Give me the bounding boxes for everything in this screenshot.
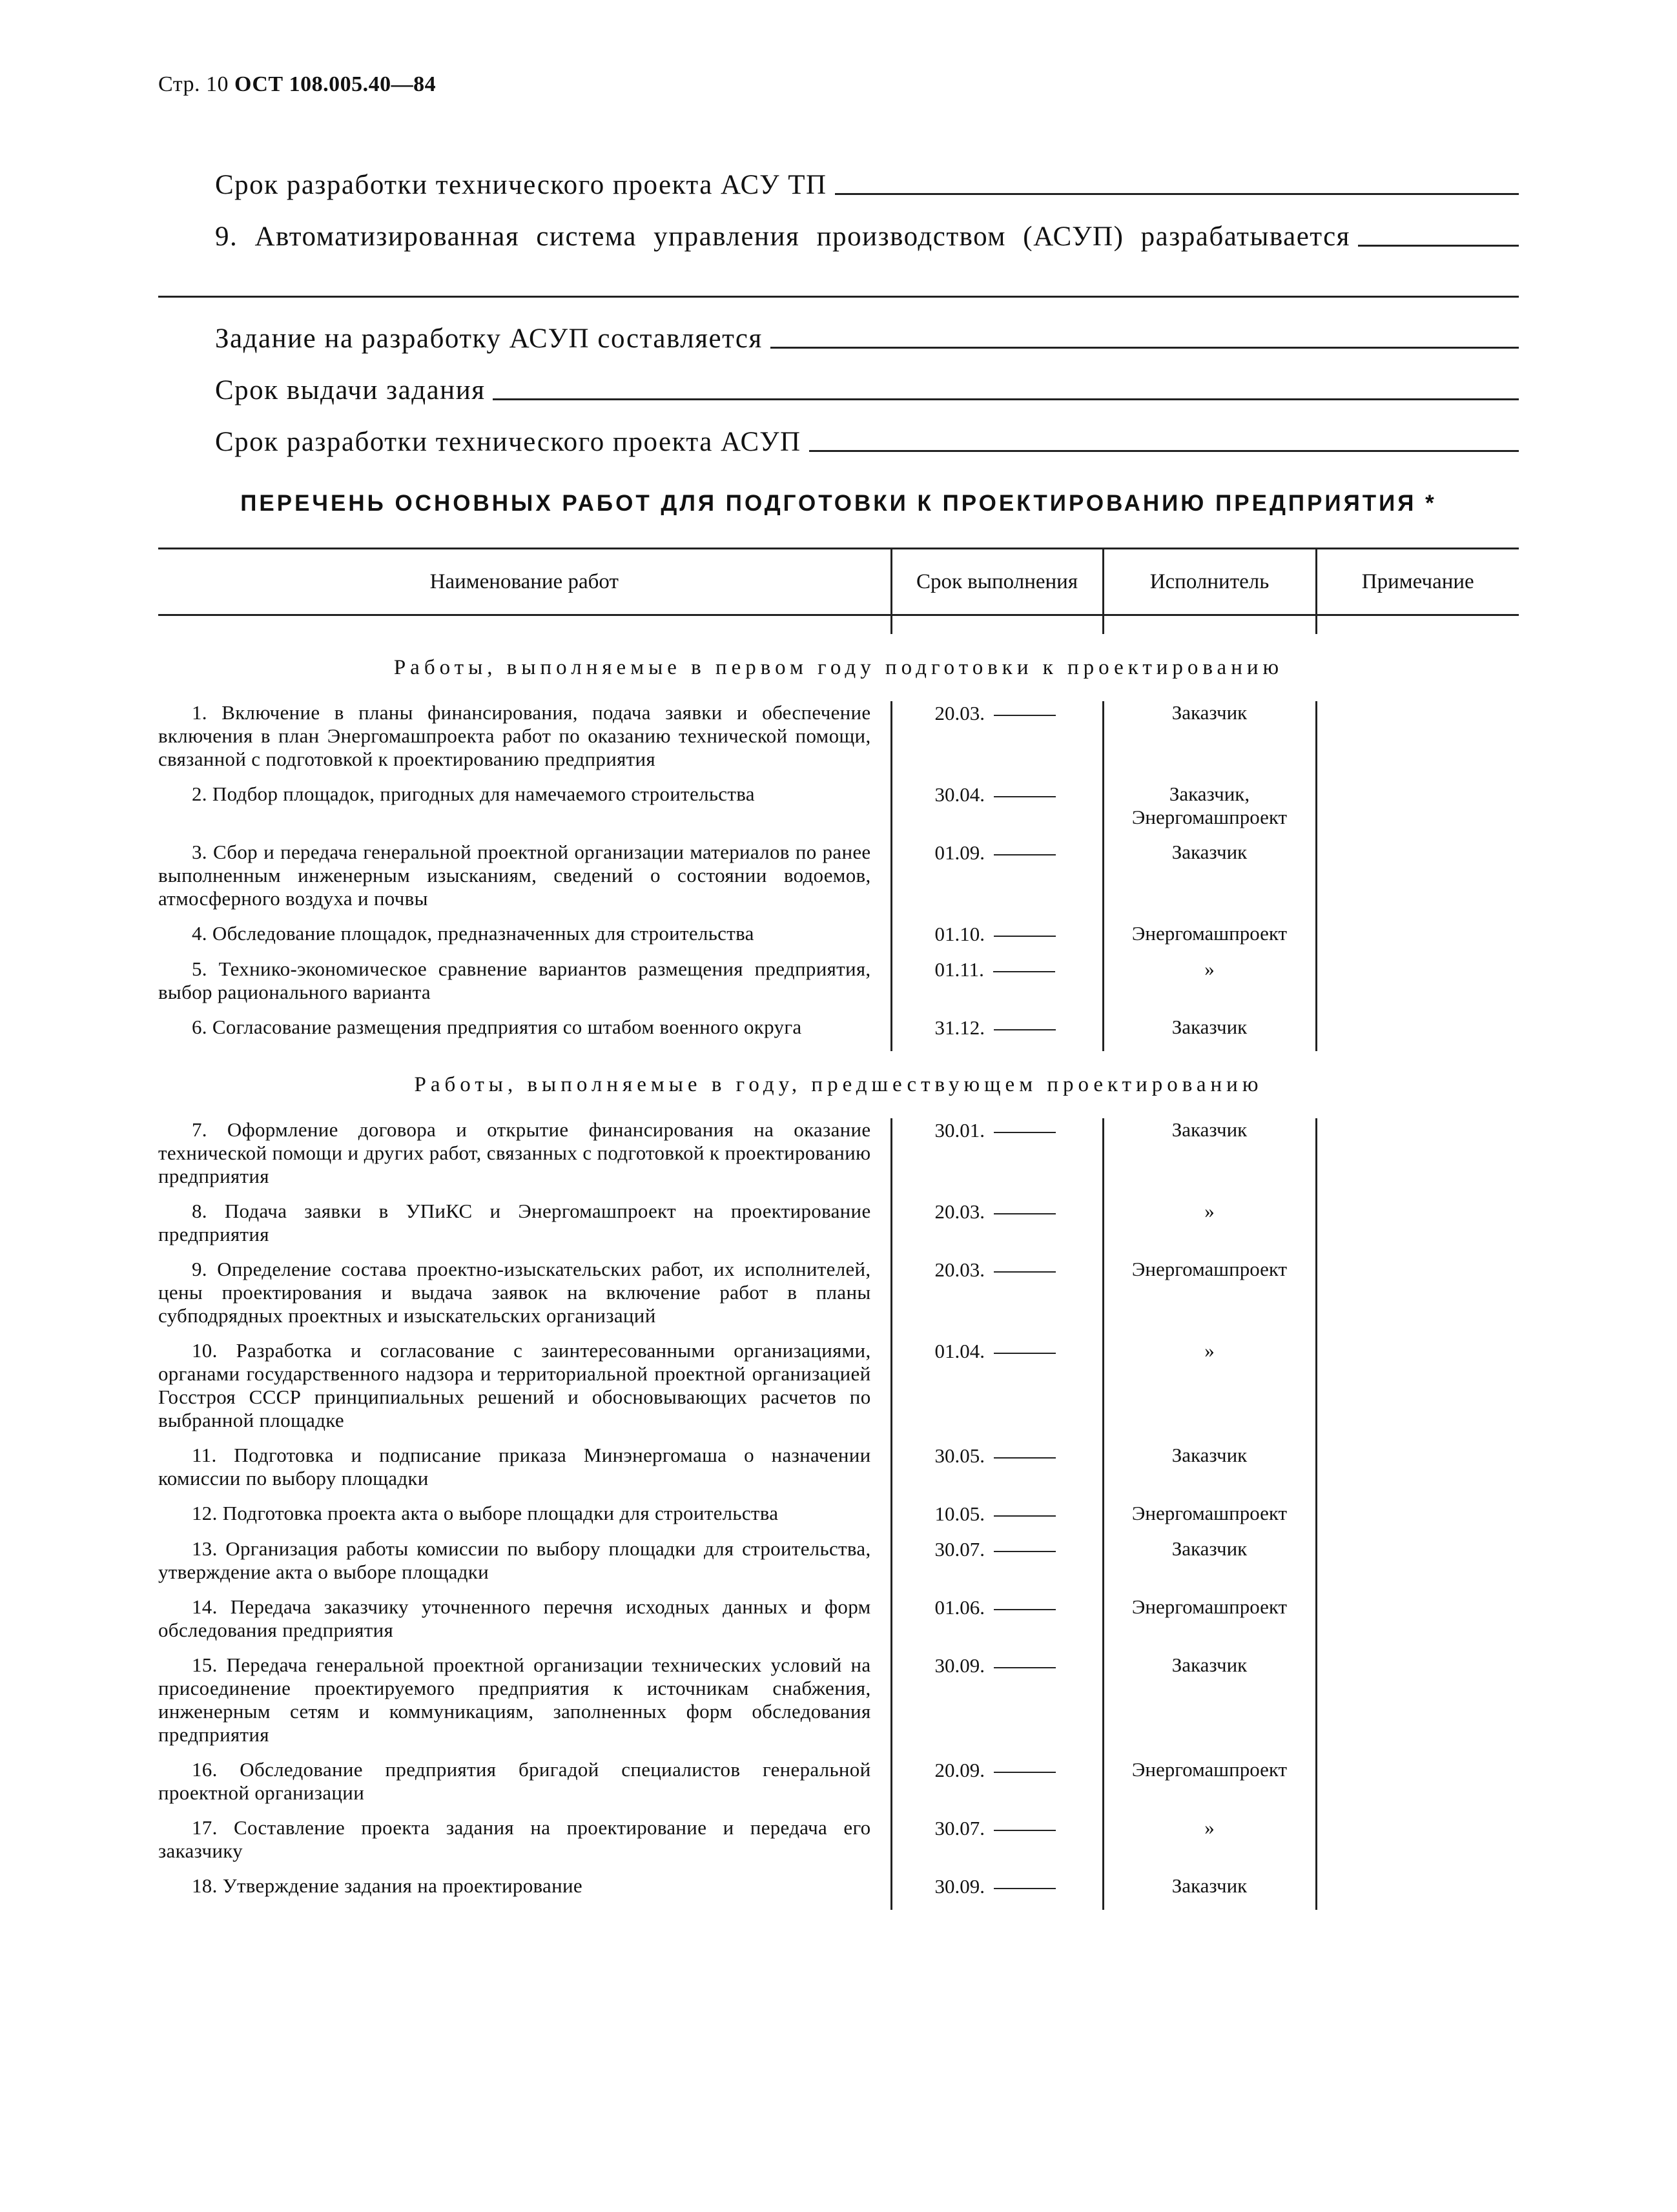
form-line-asup-task	[215, 323, 1519, 354]
year-blank-line	[994, 936, 1056, 937]
work-executor: Заказчик	[1103, 1654, 1316, 1758]
work-executor: Заказчик, Энергомашпроект	[1103, 783, 1316, 841]
work-executor: Заказчик	[1103, 1118, 1316, 1200]
table-row	[158, 1339, 1519, 1444]
work-note	[1316, 1758, 1519, 1816]
work-name: 9. Определение состава проектно-изыскательских работ, их исполнителей, цены проектирования и выдача заявок на включение работ в планы субподрядных проектных и изыскательских организаций	[158, 1258, 871, 1327]
year-blank-line	[994, 1551, 1056, 1552]
work-name: 1. Включение в планы финансирования, подача заявки и обеспечение включения в план Энергомашпроекта работ по оказанию технической помощи, связанной с подготовкой к проектированию предприятия	[158, 701, 871, 770]
work-term: 30.09.	[934, 1654, 985, 1677]
table-row	[158, 1595, 1519, 1654]
table-row	[158, 922, 1519, 958]
year-blank-line	[994, 796, 1056, 797]
section-heading: Работы, выполняемые в году, предшествующем проектированию	[414, 1072, 1263, 1096]
blank-line	[835, 193, 1519, 195]
table-body	[158, 615, 1519, 1910]
work-name: 10. Разработка и согласование с заинтересованными организациями, органами государственного надзора и территориальной проектной организацией Госстроя СССР принципиальных решений и обосновывающих расчетов по выбранной площадке	[158, 1339, 871, 1431]
work-executor: Энергомашпроект	[1103, 1502, 1316, 1537]
year-blank-line	[994, 1457, 1056, 1459]
work-note	[1316, 1595, 1519, 1654]
work-note	[1316, 841, 1519, 922]
table-row	[158, 1258, 1519, 1339]
form-line-asu-tp-term	[215, 169, 1519, 201]
work-term-cell	[891, 1339, 1103, 1444]
work-note	[1316, 1444, 1519, 1502]
header-executor: Исполнитель	[1103, 549, 1316, 615]
table-row	[158, 1816, 1519, 1874]
work-term: 20.03.	[934, 1258, 985, 1281]
section-heading-row	[158, 1051, 1519, 1118]
work-name: 16. Обследование предприятия бригадой специалистов генеральной проектной организации	[158, 1758, 871, 1804]
work-term: 01.09.	[934, 841, 985, 864]
table-row	[158, 1758, 1519, 1816]
work-term-cell	[891, 1258, 1103, 1339]
work-executor: Энергомашпроект	[1103, 1758, 1316, 1816]
work-executor: Энергомашпроект	[1103, 1595, 1316, 1654]
year-blank-line	[993, 971, 1055, 972]
table-row	[158, 1118, 1519, 1200]
year-blank-line	[994, 1271, 1056, 1273]
blank-line-full	[158, 296, 1519, 298]
header-note: Примечание	[1316, 549, 1519, 615]
work-executor: Заказчик	[1103, 1874, 1316, 1910]
work-term-cell	[891, 1874, 1103, 1910]
year-blank-line	[994, 1609, 1056, 1610]
blank-line	[493, 398, 1519, 400]
year-blank-line	[994, 1667, 1056, 1668]
work-term: 01.06.	[934, 1596, 985, 1619]
form-label: Задание на разработку АСУП составляется	[215, 323, 763, 354]
form-label: Срок разработки технического проекта АСУП	[215, 427, 801, 457]
table-row	[158, 701, 1519, 783]
form-line-task-issue	[215, 374, 1519, 406]
table-row	[158, 1654, 1519, 1758]
work-term-cell	[891, 1595, 1103, 1654]
work-term: 01.11.	[934, 958, 984, 981]
page-header	[158, 72, 436, 97]
header-term: Срок выполнения	[891, 549, 1103, 615]
work-executor: Заказчик	[1103, 1444, 1316, 1502]
blank-line	[1358, 245, 1519, 247]
work-term: 30.05.	[934, 1444, 985, 1467]
year-blank-line	[994, 715, 1056, 716]
form-label: 9. Автоматизированная система управления производством (АСУП) разрабатывается	[215, 221, 1350, 252]
work-note	[1316, 922, 1519, 958]
work-term-cell	[891, 1118, 1103, 1200]
work-term: 20.03.	[934, 702, 985, 724]
work-term-cell	[891, 783, 1103, 841]
form-line-asup-term	[215, 426, 1519, 458]
document-code: ОСТ 108.005.40—84	[234, 72, 437, 96]
work-note	[1316, 958, 1519, 1016]
work-term-cell	[891, 1502, 1103, 1537]
section-heading-row	[158, 634, 1519, 701]
work-note	[1316, 701, 1519, 783]
work-name: 3. Сбор и передача генеральной проектной организации материалов по ранее выполненным инженерным изысканиям, сведений о состоянии водоемов, атмосферного воздуха и почвы	[158, 841, 871, 910]
year-blank-line	[994, 854, 1056, 855]
work-name: 6. Согласование размещения предприятия со штабом военного округа	[192, 1016, 802, 1038]
work-name: 15. Передача генеральной проектной организации технических условий на присоединение проектируемого предприятия к источникам снабжения, инженерным сетям и коммуникациям, заполненных форм обследования предприятия	[158, 1654, 871, 1746]
work-term-cell	[891, 701, 1103, 783]
work-term-cell	[891, 841, 1103, 922]
work-term: 20.09.	[934, 1759, 985, 1781]
work-name: 13. Организация работы комиссии по выбору площадки для строительства, утверждение акта о выборе площадки	[158, 1537, 871, 1583]
form-label: Срок разработки технического проекта АСУ ТП	[215, 170, 827, 200]
work-note	[1316, 1258, 1519, 1339]
work-term: 10.05.	[934, 1502, 985, 1525]
year-blank-line	[994, 1772, 1056, 1773]
year-blank-line	[994, 1515, 1056, 1517]
work-term: 30.01.	[934, 1119, 985, 1142]
work-term: 01.10.	[934, 923, 985, 945]
work-executor: Заказчик	[1103, 1016, 1316, 1051]
work-executor: »	[1103, 958, 1316, 1016]
table-row	[158, 1200, 1519, 1258]
work-term-cell	[891, 958, 1103, 1016]
work-name: 7. Оформление договора и открытие финансирования на оказание технической помощи и других работ, связанных с подготовкой к проектированию предприятия	[158, 1118, 871, 1187]
work-note	[1316, 1502, 1519, 1537]
page-number: Стр. 10	[158, 72, 229, 96]
blank-line	[809, 450, 1519, 452]
work-name: 5. Технико-экономическое сравнение вариантов размещения предприятия, выбор рационального варианта	[158, 958, 871, 1003]
form-line-asup-item	[215, 221, 1519, 252]
works-table	[158, 548, 1519, 1910]
year-blank-line	[994, 1132, 1056, 1133]
work-term-cell	[891, 1816, 1103, 1874]
table-row	[158, 1502, 1519, 1537]
work-name: 11. Подготовка и подписание приказа Минэнергомаша о назначении комиссии по выбору площадки	[158, 1444, 871, 1490]
table-row	[158, 841, 1519, 922]
work-note	[1316, 783, 1519, 841]
work-term: 30.07.	[934, 1538, 985, 1561]
work-name: 8. Подача заявки в УПиКС и Энергомашпроект на проектирование предприятия	[158, 1200, 871, 1245]
work-term-cell	[891, 1758, 1103, 1816]
work-term: 30.09.	[934, 1875, 985, 1898]
work-note	[1316, 1874, 1519, 1910]
work-name: 18. Утверждение задания на проектирование	[192, 1874, 582, 1897]
work-note	[1316, 1118, 1519, 1200]
work-term: 20.03.	[934, 1200, 985, 1223]
work-term-cell	[891, 1200, 1103, 1258]
table-row	[158, 958, 1519, 1016]
form-label: Срок выдачи задания	[215, 375, 486, 405]
work-name: 4. Обследование площадок, предназначенных для строительства	[192, 922, 754, 945]
work-note	[1316, 1537, 1519, 1595]
work-note	[1316, 1654, 1519, 1758]
work-name: 14. Передача заказчику уточненного перечня исходных данных и форм обследования предприятия	[158, 1595, 871, 1641]
blank-line	[770, 347, 1519, 349]
table-spacer	[158, 615, 1519, 635]
table-row	[158, 1874, 1519, 1910]
work-executor: Заказчик	[1103, 1537, 1316, 1595]
work-term-cell	[891, 1444, 1103, 1502]
work-executor: »	[1103, 1339, 1316, 1444]
year-blank-line	[994, 1353, 1056, 1354]
work-note	[1316, 1200, 1519, 1258]
work-executor: »	[1103, 1200, 1316, 1258]
work-name: 12. Подготовка проекта акта о выборе площадки для строительства	[192, 1502, 779, 1524]
work-note	[1316, 1339, 1519, 1444]
work-executor: Заказчик	[1103, 701, 1316, 783]
table-row	[158, 783, 1519, 841]
work-name: 2. Подбор площадок, пригодных для намечаемого строительства	[192, 783, 755, 805]
section-heading: Работы, выполняемые в первом году подготовки к проектированию	[393, 655, 1284, 679]
work-executor: Энергомашпроект	[1103, 1258, 1316, 1339]
table-header-row	[158, 549, 1519, 615]
table-row	[158, 1016, 1519, 1051]
work-term-cell	[891, 1537, 1103, 1595]
table-row	[158, 1444, 1519, 1502]
work-executor: Заказчик	[1103, 841, 1316, 922]
table-row	[158, 1537, 1519, 1595]
work-term: 01.04.	[934, 1340, 985, 1362]
year-blank-line	[994, 1213, 1056, 1214]
work-term: 31.12.	[934, 1016, 985, 1039]
year-blank-line	[994, 1888, 1056, 1889]
work-executor: »	[1103, 1816, 1316, 1874]
work-term: 30.04.	[934, 783, 985, 806]
work-term: 30.07.	[934, 1817, 985, 1839]
list-title: ПЕРЕЧЕНЬ ОСНОВНЫХ РАБОТ ДЛЯ ПОДГОТОВКИ К ПРОЕКТИРОВАНИЮ ПРЕДПРИЯТИЯ *	[240, 491, 1437, 516]
work-note	[1316, 1016, 1519, 1051]
work-term-cell	[891, 1016, 1103, 1051]
work-term-cell	[891, 922, 1103, 958]
header-name: Наименование работ	[429, 570, 619, 593]
work-executor: Энергомашпроект	[1103, 922, 1316, 958]
work-name: 17. Составление проекта задания на проектирование и передача его заказчику	[158, 1816, 871, 1862]
work-term-cell	[891, 1654, 1103, 1758]
year-blank-line	[994, 1029, 1056, 1030]
year-blank-line	[994, 1830, 1056, 1831]
work-note	[1316, 1816, 1519, 1874]
